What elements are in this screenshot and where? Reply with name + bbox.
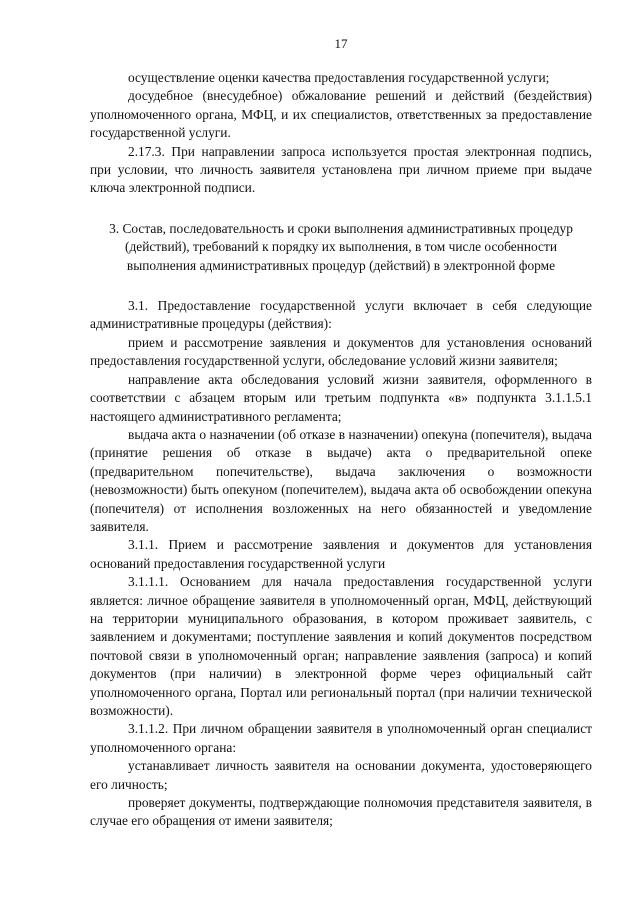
paragraph-2-17-3: 2.17.3. При направлении запроса используется простая электронная подпись, при условии, что личность заявителя установлена при личном приеме при выдаче ключа электронной подписи.: [90, 143, 592, 196]
paragraph-act-direction: направление акта обследования условий жизни заявителя, оформленного в соответствии с абзацем вторым или третьим подпункта «в» подпункта 3.1.1.5.1 настоящего административного регламента;: [90, 371, 592, 424]
paragraph-act-issuance: выдача акта о назначении (об отказе в назначении) опекуна (попечителя), выдача (принятие решения об отказе в выдаче) акта о предварительной опеке (предварительном попечительстве), выдача заключения о возможности (невозможности) быть опекуном (попечителем), выдача акта об освобождении опекуна (попечителя) от исполнения возложенных на него обязанностей и уведомление заявителя.: [90, 426, 592, 534]
paragraph-quality-assessment: осуществление оценки качества предоставления государственной услуги;: [128, 70, 550, 85]
paragraph-3-1: 3.1. Предоставление государственной услуги включает в себя следующие административные процедуры (действия):: [90, 298, 592, 332]
paragraph-3-1-1: 3.1.1. Прием и рассмотрение заявления и документов для установления оснований предоставления государственной услуги: [90, 537, 592, 571]
page-number: 17: [334, 36, 348, 51]
document-page: [90, 36, 592, 831]
paragraph-pretrial-appeal: досудебное (внесудебное) обжалование решений и действий (бездействия) уполномоченного органа, МФЦ, и их специалистов, ответственных за предоставление государственной услуги.: [90, 88, 592, 141]
paragraph-reception-review: прием и рассмотрение заявления и документов для установления оснований предоставления государственной услуги, обследование условий жизни заявителя;: [90, 334, 592, 369]
section-title: 3. Состав, последовательность и сроки выполнения административных процедур (действий), требований к порядку их выполнения, в том числе особенности выполнения административных процедур (действий) в электронной форме: [109, 220, 573, 273]
paragraph-3-1-1-2: 3.1.1.2. При личном обращении заявителя в уполномоченный орган специалист уполномоченного органа:: [90, 721, 592, 755]
paragraph-3-1-1-1: 3.1.1.1. Основанием для начала предоставления государственной услуги является: личное обращение заявителя в уполномоченный орган, МФЦ, действующий на территории муниципального образования, в котором проживает заявитель, с заявлением и документами; поступление заявления и копий документов посредством почтовой связи в уполномоченный орган; направление заявления (запроса) и копий документов (при наличии) в электронной форме через официальный сайт уполномоченного органа, Портал или региональный портал (при наличии технической возможности).: [90, 574, 592, 718]
paragraph-authority-check: проверяет документы, подтверждающие полномочия представителя заявителя, в случае его обращения от имени заявителя;: [90, 795, 592, 829]
paragraph-identity-check: устанавливает личность заявителя на основании документа, удостоверяющего его личность;: [90, 758, 592, 792]
